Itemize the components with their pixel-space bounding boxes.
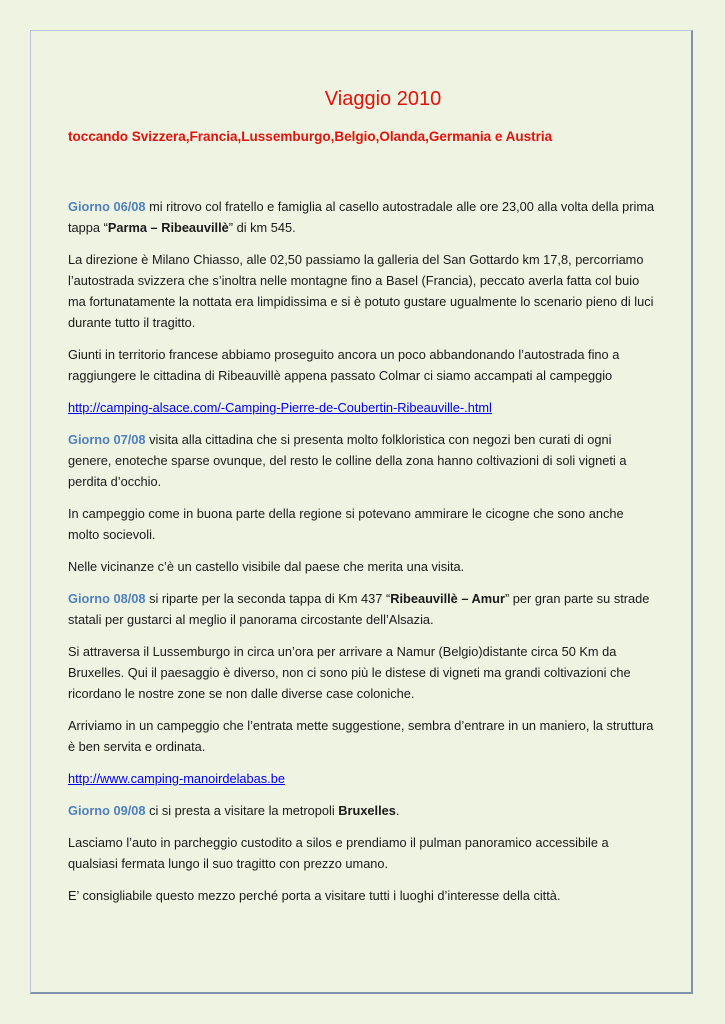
city-name: Bruxelles: [338, 803, 396, 818]
paragraph: Nelle vicinanze c’è un castello visibile dal paese che merita una visita.: [68, 559, 465, 574]
paragraph-day-0808: [68, 588, 658, 630]
link-paragraph: [68, 397, 658, 418]
paragraph-text: si riparte per la seconda tappa di Km 437 “: [145, 591, 391, 606]
route-name: Ribeauvillè – Amur: [390, 591, 505, 606]
paragraph: Lasciamo l’auto in parcheggio custodito a silos e prendiamo il pulman panoramico accessibile a qualsiasi fermata lungo il suo tragitto con prezzo umano.: [68, 835, 609, 871]
paragraph-text: ” di km 545.: [228, 220, 296, 235]
paragraph-day-0608: [68, 196, 658, 238]
paragraph-text: visita alla cittadina che si presenta molto folkloristica con negozi ben curati di ogni genere, enoteche sparse ovunque, del resto le colline della zona hanno coltivazioni di soli vigneti a perdita d’occhio.: [68, 432, 627, 489]
day-label: Giorno 07/08: [68, 432, 146, 447]
paragraph-text: mi ritrovo col fratello e famiglia al casello autostradale alle ore 23,00 alla volta della prima tappa “: [68, 199, 655, 235]
camping-manoir-link[interactable]: http://www.camping-manoirdelabas.be: [68, 771, 285, 786]
paragraph: In campeggio come in buona parte della regione si potevano ammirare le cicogne che sono anche molto socievoli.: [68, 506, 624, 542]
paragraph: Si attraversa il Lussemburgo in circa un’ora per arrivare a Namur (Belgio)distante circa 50 Km da Bruxelles. Qui il paesaggio è diverso, non ci sono più le distese di vigneti ma grandi coltivazioni che ricordano le nostre zone se non dalle diverse case coloniche.: [68, 644, 631, 701]
paragraph-text: ” per gran parte su strade statali per gustarci al meglio il panorama circostante dell’Alsazia.: [68, 591, 650, 627]
paragraph-text: ci si presta a visitare la metropoli: [145, 803, 339, 818]
document-body: [68, 88, 658, 917]
route-name: Parma – Ribeauvillè: [107, 220, 229, 235]
paragraph: Arriviamo in un campeggio che l’entrata mette suggestione, sembra d’entrare in un maniero, la struttura è ben servita e ordinata.: [68, 718, 654, 754]
day-label: Giorno 09/08: [68, 803, 146, 818]
paragraph-day-0708: [68, 429, 658, 492]
paragraph-day-0908: [68, 800, 658, 821]
link-paragraph: [68, 768, 658, 789]
paragraph: Giunti in territorio francese abbiamo proseguito ancora un poco abbandonando l’autostrada fino a raggiungere le cittadina di Ribeauvillè appena passato Colmar ci siamo accampati al campeggio: [68, 347, 620, 383]
paragraph: E’ consigliabile questo mezzo perché porta a visitare tutti i luoghi d’interesse della città.: [68, 888, 561, 903]
document-title: Viaggio 2010: [324, 88, 442, 110]
document-subtitle: toccando Svizzera,Francia,Lussemburgo,Belgio,Olanda,Germania e Austria: [68, 129, 553, 144]
paragraph: La direzione è Milano Chiasso, alle 02,50 passiamo la galleria del San Gottardo km 17,8, percorriamo l’autostrada svizzera che s’inoltra nelle montagne fino a Basel (Francia), peccato averla fatta col buio ma fortunatamente la nottata era limpidissima e si è potuto gustare ugualmente lo scenario pieno di luci durante tutto il tragitto.: [68, 252, 654, 330]
day-label: Giorno 08/08: [68, 591, 146, 606]
day-label: Giorno 06/08: [68, 199, 146, 214]
camping-alsace-link[interactable]: http://camping-alsace.com/-Camping-Pierre-de-Coubertin-Ribeauville-.html: [68, 400, 492, 415]
paragraph-text: .: [395, 803, 400, 818]
